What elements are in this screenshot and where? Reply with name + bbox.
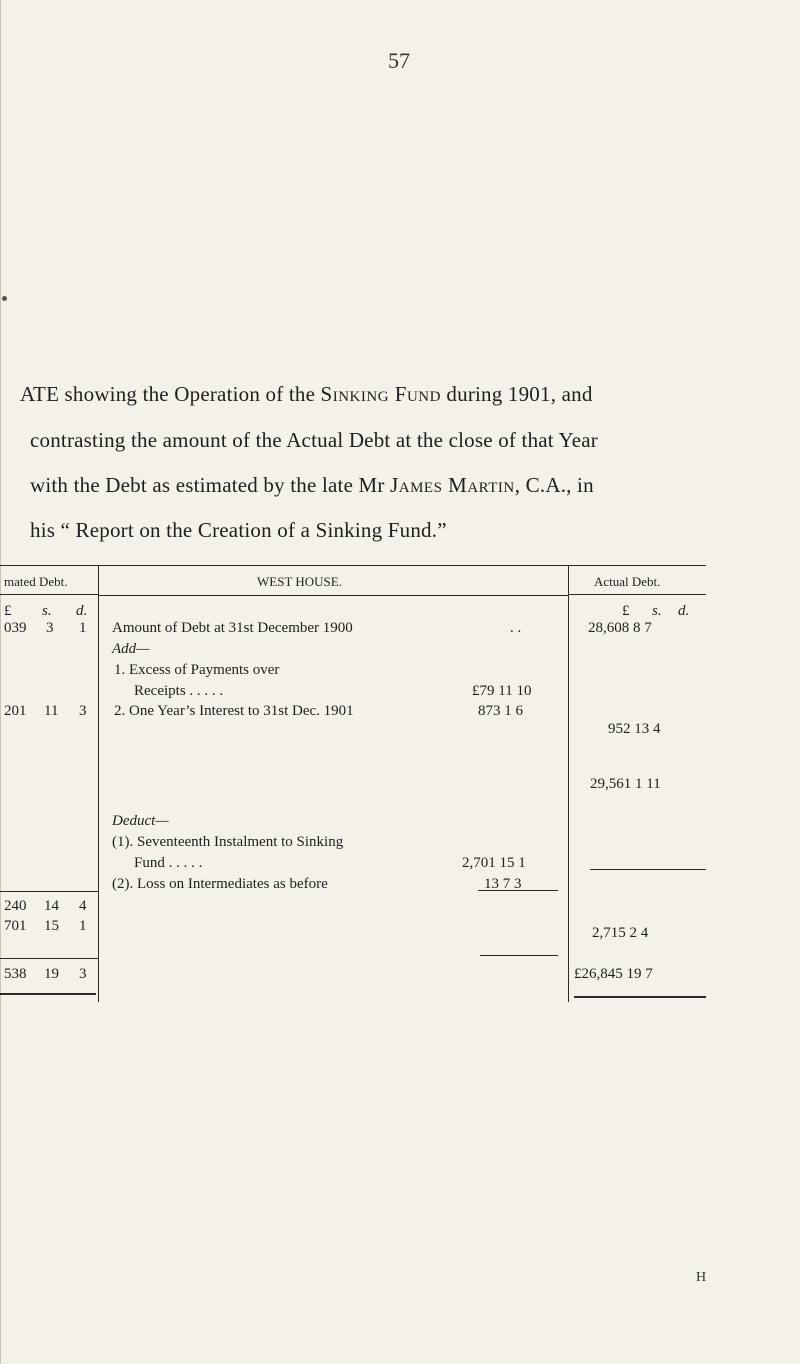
deduct-item-1-line-1: (1). Seventeenth Instalment to Sinking <box>112 834 344 850</box>
opening-debt-label: Amount of Debt at 31st December 1900 <box>112 620 353 636</box>
add-item-1-amount: £79 11 10 <box>472 683 532 699</box>
title-line-1: ATE showing the Operation of the Sinking Fund during 1901, and <box>20 382 593 406</box>
add-item-2-amount: 873 1 6 <box>478 703 523 719</box>
rule-left-total <box>0 958 98 959</box>
signature-mark: H <box>696 1270 707 1285</box>
actual-add-total: 952 13 4 <box>608 721 661 737</box>
add-item-1-line-1: 1. Excess of Payments over <box>114 662 280 678</box>
title-line-4: his “ Report on the Creation of a Sinking Fund.” <box>30 518 447 542</box>
rule-right-add <box>590 869 706 870</box>
rule-center-deduct <box>480 955 558 956</box>
opening-leader-dots: . . <box>510 620 522 636</box>
rule-left-deduct <box>0 891 98 892</box>
column-divider-left <box>98 565 99 1002</box>
rule-left-final <box>0 993 96 995</box>
title-line-3: with the Debt as estimated by the late Mr James Martin, C.A., in <box>30 473 594 497</box>
header-actual-debt: Actual Debt. <box>594 574 661 589</box>
actual-opening: 28,608 8 7 <box>588 620 652 636</box>
header-estimated-debt: mated Debt. <box>4 574 68 589</box>
table-top-rule <box>0 565 706 566</box>
column-divider-right <box>568 565 569 1002</box>
add-label: Add— <box>112 641 150 657</box>
rule-right-final <box>574 996 706 998</box>
deduct-label: Deduct— <box>112 813 169 829</box>
estimated-add-total: 201 11 3 <box>4 703 87 719</box>
actual-subtotal: 29,561 1 11 <box>590 776 661 792</box>
estimated-opening: 039 3 1 <box>4 620 87 636</box>
estimated-deduct-2: 701 15 1 <box>4 918 87 934</box>
estimated-deduct-1: 240 14 4 <box>4 898 87 914</box>
title-line-2: contrasting the amount of the Actual Debt at the close of that Year <box>30 428 599 452</box>
page-number: 57 <box>388 48 410 73</box>
add-item-1-line-2: Receipts . . . . . <box>134 683 224 699</box>
header-rule-center <box>99 595 568 596</box>
actual-closing: £26,845 19 7 <box>574 966 653 982</box>
deduct-item-1-line-2: Fund . . . . . <box>134 855 203 871</box>
deduct-item-2-label: (2). Loss on Intermediates as before <box>112 876 328 892</box>
header-west-house: WEST HOUSE. <box>257 574 342 589</box>
estimated-closing: 538 19 3 <box>4 966 87 982</box>
actual-deduct-total: 2,715 2 4 <box>592 925 649 941</box>
actual-units-row: £ s. d. <box>622 603 690 619</box>
page-edge <box>0 0 1 1364</box>
deduct-item-2-amount: 13 7 3 <box>484 876 522 892</box>
header-rule-right <box>569 594 706 595</box>
add-item-2-label: 2. One Year’s Interest to 31st Dec. 1901 <box>114 703 354 719</box>
header-rule-left <box>0 594 98 595</box>
deduct-item-1-amount: 2,701 15 1 <box>462 855 526 871</box>
ink-spot <box>2 296 7 301</box>
estimated-units-row: £ s. d. <box>4 603 88 619</box>
